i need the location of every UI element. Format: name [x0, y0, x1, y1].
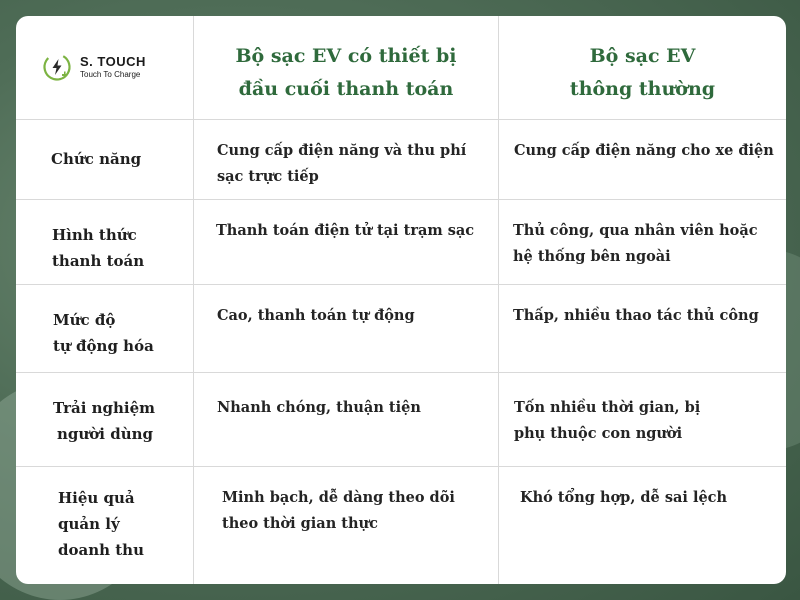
brand-tagline: Touch To Charge: [80, 69, 141, 79]
regular-charger-cell: [499, 200, 786, 285]
cell-text: Thủ công, qua nhân viên hoặc hệ thống bên ngoài: [513, 222, 758, 265]
column-header: Bộ sạc EV thông thường: [569, 45, 716, 100]
logo-cell: [16, 16, 194, 120]
row-label-cell: [16, 373, 194, 467]
payment-charger-cell: [194, 467, 499, 584]
comparison-table: [16, 16, 786, 584]
comparison-card: [16, 16, 786, 584]
row-label: Mức độ tự động hóa: [53, 311, 154, 355]
header-payment-terminal: [194, 16, 499, 120]
cell-text: Nhanh chóng, thuận tiện: [217, 399, 421, 416]
column-header: Bộ sạc EV có thiết bị đầu cuối thanh toán: [235, 45, 457, 100]
row-label: Hiệu quả quản lý doanh thu: [58, 489, 144, 559]
cell-text: Cung cấp điện năng cho xe điện: [514, 142, 774, 159]
payment-charger-cell: [194, 120, 499, 200]
row-label-cell: [16, 285, 194, 373]
cell-text: Cung cấp điện năng và thu phí sạc trực tiếp: [217, 142, 467, 185]
cell-text: Cao, thanh toán tự động: [217, 307, 415, 324]
plug-bolt-icon: [42, 52, 72, 82]
row-label: Hình thức thanh toán: [52, 226, 145, 270]
regular-charger-cell: [499, 285, 786, 373]
row-label: Chức năng: [51, 150, 142, 168]
payment-charger-cell: [194, 200, 499, 285]
cell-text: Minh bạch, dễ dàng theo dõi theo thời gian thực: [222, 489, 455, 532]
regular-charger-cell: [499, 120, 786, 200]
row-label-cell: [16, 120, 194, 200]
cell-text: Thấp, nhiều thao tác thủ công: [513, 307, 759, 324]
row-label-cell: [16, 200, 194, 285]
cell-text: Khó tổng hợp, dễ sai lệch: [520, 489, 728, 506]
payment-charger-cell: [194, 373, 499, 467]
brand-logo: [42, 52, 146, 82]
regular-charger-cell: [499, 467, 786, 584]
regular-charger-cell: [499, 373, 786, 467]
row-label-cell: [16, 467, 194, 584]
row-label: Trải nghiệm người dùng: [53, 399, 156, 443]
brand-name: S. TOUCH: [80, 53, 146, 69]
payment-charger-cell: [194, 285, 499, 373]
cell-text: Thanh toán điện tử tại trạm sạc: [216, 222, 475, 239]
cell-text: Tốn nhiều thời gian, bị phụ thuộc con người: [514, 399, 701, 442]
header-regular-charger: [499, 16, 786, 120]
